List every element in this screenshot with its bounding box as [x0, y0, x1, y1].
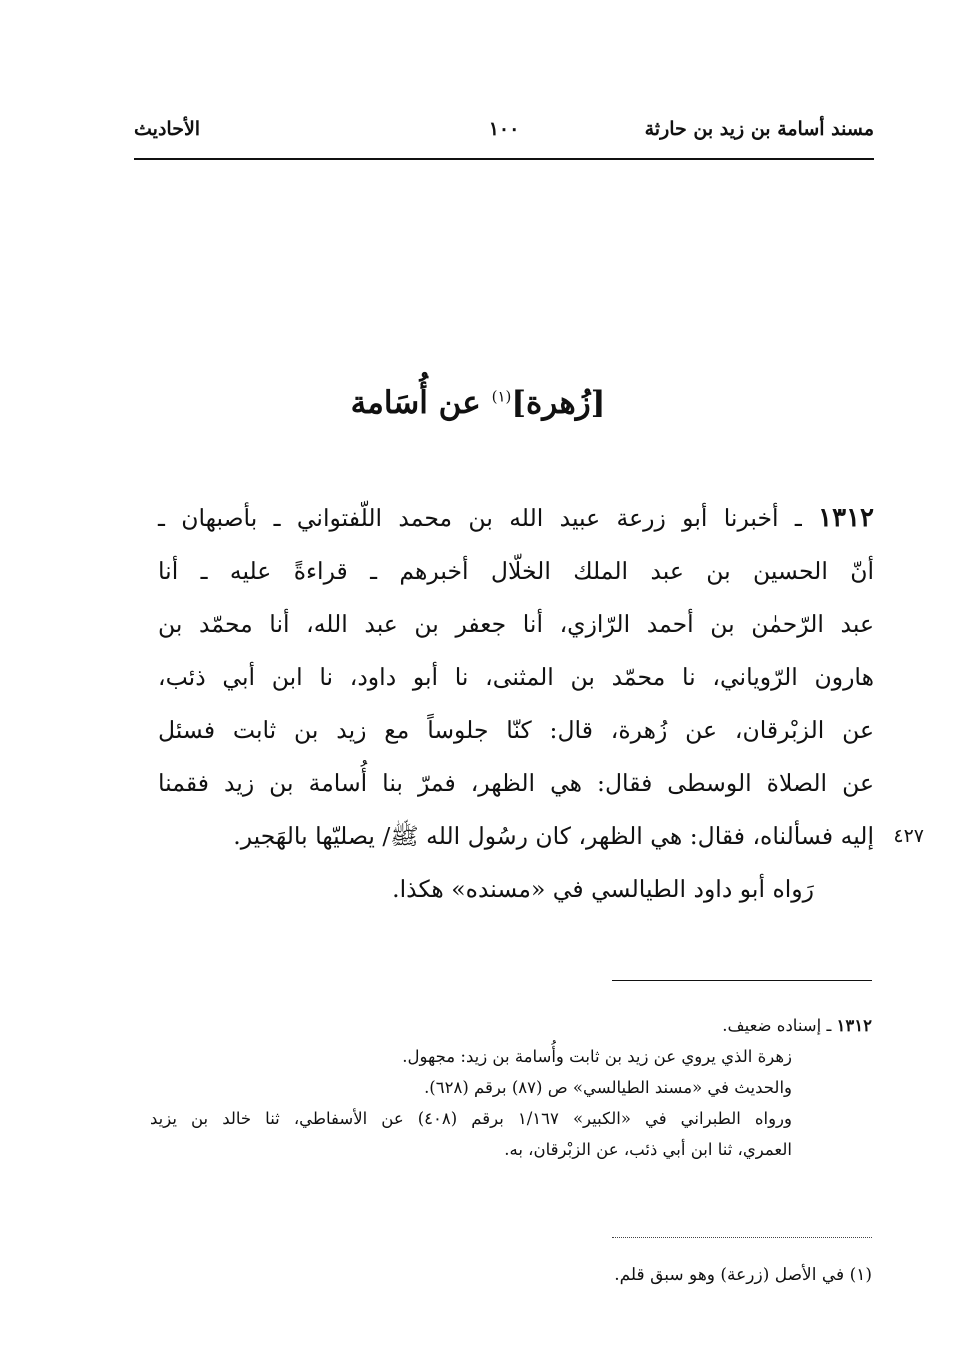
- footnote-line: العمري، ثنا ابن أبي ذئب، عن الزبْرقان، به.: [504, 1140, 792, 1159]
- footnote-line: والحديث في «مسند الطيالسي» ص (٨٧) برقم (٦٢٨).: [424, 1078, 792, 1097]
- hadith-line: هارون الرّوياني، نا محمّد بن المثنى، نا أبو داود، نا ابن أبي ذئب،: [158, 663, 874, 691]
- footnote-separator: [612, 980, 872, 981]
- hadith-line: ١٣١٢ ـ أخبرنا أبو زرعة عبيد الله بن محمد اللّفتواني ـ بأصبهان ـ: [158, 503, 874, 533]
- hadith-line: عن الزبْرقان، عن زُهرة، قال: كنّا جلوساً مع زيد بن ثابت فسئل: [158, 716, 874, 744]
- section-title: [0, 385, 956, 421]
- bottom-footnote-separator: [612, 1237, 872, 1238]
- hadith-body: [158, 492, 924, 916]
- footnote-line: ورواه الطبراني في «الكبير» ١/١٦٧ برقم (٤٠٨) عن الأسفاطي، ثنا خالد بن يزيد: [150, 1109, 792, 1128]
- footnote-line: زهرة الذي يروي عن زيد بن ثابت وأُسامة بن زيد: مجهول.: [402, 1047, 792, 1066]
- section-title-text-after: عن أُسَامة: [350, 385, 492, 421]
- manuscript-page-marker: ٤٢٧: [893, 825, 924, 847]
- hadith-number: ١٣١٢: [818, 503, 874, 533]
- footnote-number: ١٣١٢: [836, 1016, 872, 1035]
- hadith-line: أنّ الحسين بن عبد الملك الخلّال أخبرهم ـ قراءةً عليه ـ أنا: [158, 557, 874, 585]
- hadith-closing: رَواه أبو داود الطيالسي في «مسنده» هكذا.: [392, 875, 814, 903]
- section-title-text: [زُهرة]: [511, 385, 606, 421]
- hadith-line: ٤٢٧ إليه فسألناه، فقال: هي الظهر، كان رسُول الله ﷺ/ يصليّها بالهَجير.: [158, 810, 874, 863]
- header-book-title: مسند أسامة بن زيد بن حارثة: [644, 118, 874, 140]
- page-header: [134, 118, 874, 152]
- hadith-line: عبد الرّحمٰن بن أحمد الرّازي، أنا جعفر بن عبد الله، أنا محمّد بن: [158, 610, 874, 638]
- page-number: ١٠٠: [488, 118, 520, 140]
- bottom-footnote: (١) في الأصل (زرعة) وهو سبق قلم.: [614, 1265, 872, 1285]
- header-section-title: الأحاديث: [134, 118, 201, 140]
- header-rule: [134, 158, 874, 160]
- hadith-line: عن الصلاة الوسطى فقال: هي الظهر، فمرّ بنا أُسامة بن زيد فقمنا: [158, 769, 874, 797]
- footnotes: [150, 1010, 872, 1165]
- footnote-ref: (١): [491, 387, 512, 406]
- footnote-line: ١٣١٢ ـ إسناده ضعيف.: [722, 1016, 872, 1035]
